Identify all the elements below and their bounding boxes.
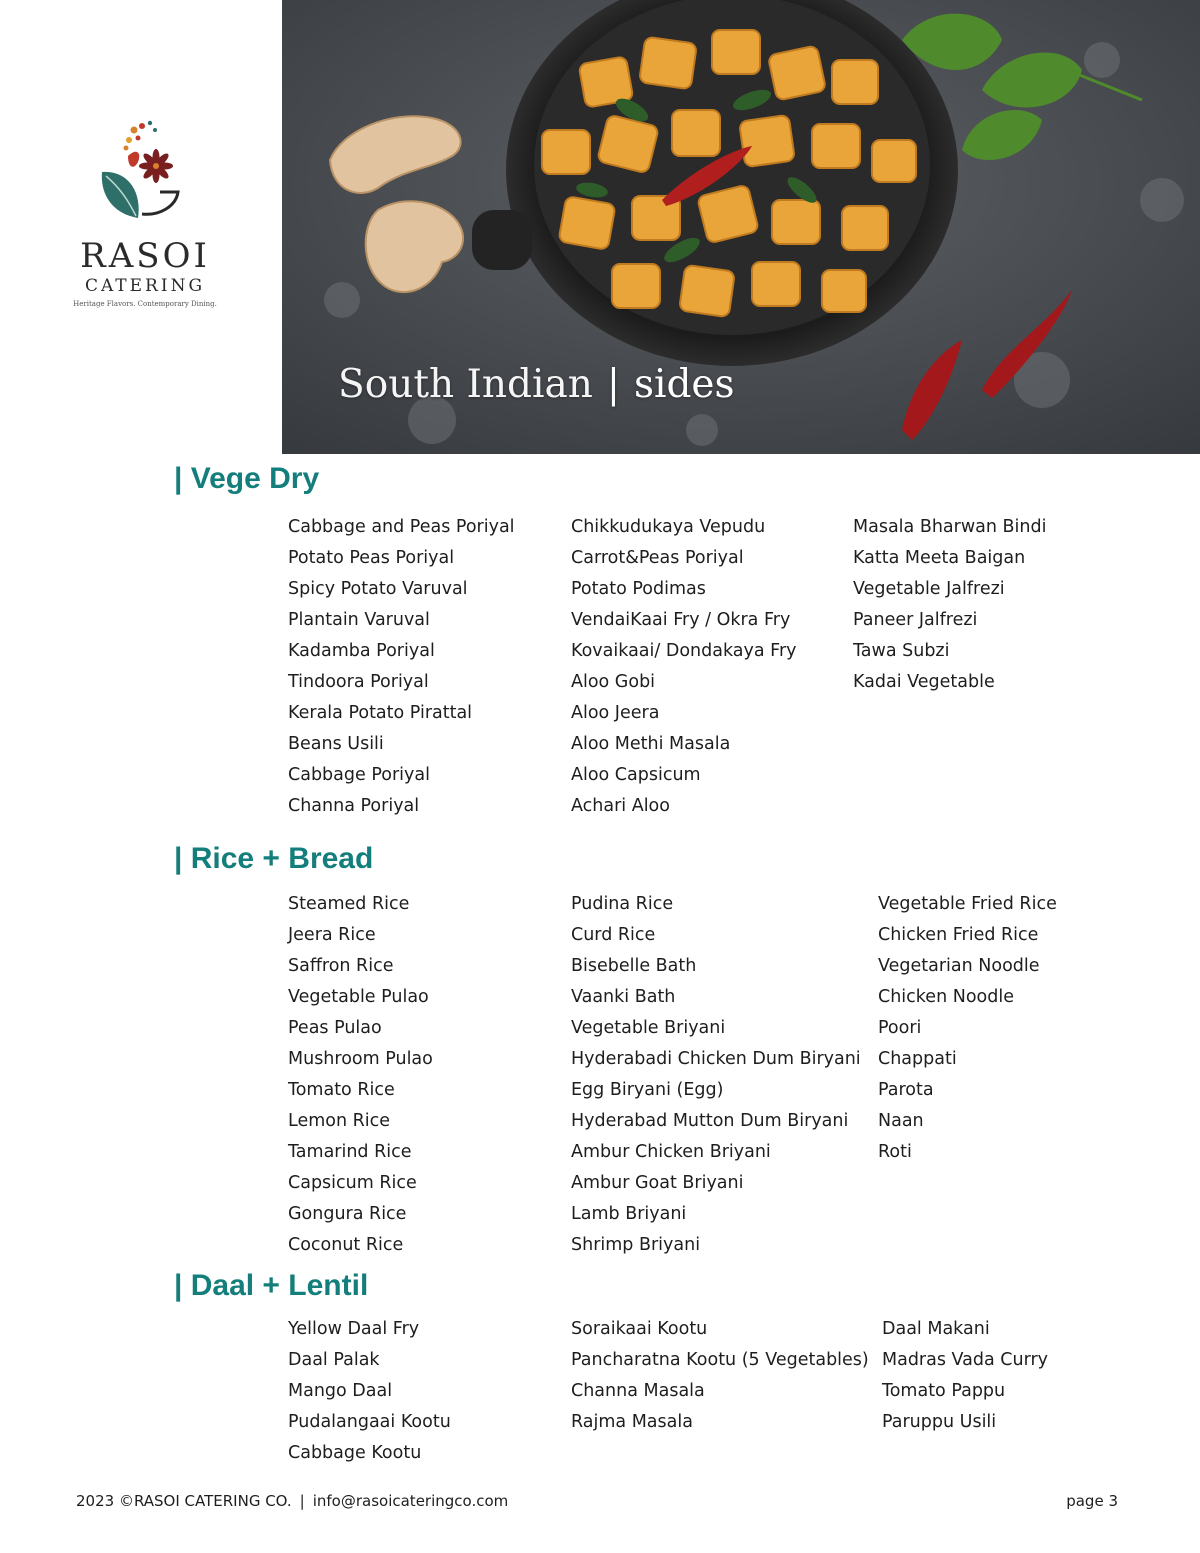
menu-item: Aloo Jeera	[571, 703, 660, 723]
menu-item: Masala Bharwan Bindi	[853, 517, 1047, 537]
daal-lentil-column-1	[288, 1314, 451, 1469]
menu-item: Paneer Jalfrezi	[853, 610, 978, 630]
menu-item: Madras Vada Curry	[882, 1350, 1049, 1370]
menu-item: Peas Pulao	[288, 1018, 382, 1038]
menu-item: Lemon Rice	[288, 1111, 391, 1131]
menu-item: Mushroom Pulao	[288, 1049, 433, 1069]
menu-item: Potato Peas Poriyal	[288, 548, 455, 568]
spice-leaf-icon	[98, 118, 192, 230]
menu-item: Soraikaai Kootu	[571, 1319, 708, 1339]
menu-item: Hyderabad Mutton Dum Biryani	[571, 1111, 849, 1131]
menu-item: Channa Masala	[571, 1381, 705, 1401]
hero-title-category: sides	[633, 362, 735, 407]
menu-item: Spicy Potato Varuval	[288, 579, 468, 599]
menu-item: Yellow Daal Fry	[288, 1319, 420, 1339]
logo-tagline: Heritage Flavors. Contemporary Dining.	[73, 300, 217, 308]
menu-item: Poori	[878, 1018, 922, 1038]
logo-subtitle: CATERING	[84, 276, 206, 296]
footer-info	[76, 1492, 508, 1510]
menu-item: Tawa Subzi	[853, 641, 950, 661]
menu-item: Cabbage Poriyal	[288, 765, 430, 785]
menu-item: Kovaikaai/ Dondakaya Fry	[571, 641, 797, 661]
vege-dry-column-3	[853, 512, 1046, 698]
menu-item: Aloo Gobi	[571, 672, 656, 692]
vege-dry-column-1	[288, 512, 515, 822]
menu-item: Gongura Rice	[288, 1204, 407, 1224]
menu-item: Achari Aloo	[571, 796, 670, 816]
menu-item: Capsicum Rice	[288, 1173, 417, 1193]
vege-dry-column-2	[571, 512, 797, 822]
menu-item: Saffron Rice	[288, 956, 394, 976]
menu-item: Kadamba Poriyal	[288, 641, 435, 661]
menu-item: Potato Podimas	[571, 579, 706, 599]
daal-lentil-column-2	[571, 1314, 869, 1438]
menu-item: Parota	[878, 1080, 934, 1100]
menu-item: Chicken Noodle	[878, 987, 1014, 1007]
menu-item: Chicken Fried Rice	[878, 925, 1039, 945]
section-title-vege-dry: | Vege Dry	[174, 462, 320, 495]
footer-email-link[interactable]: info@rasoicateringco.com	[312, 1492, 509, 1510]
menu-item: Rajma Masala	[571, 1412, 693, 1432]
menu-item: Aloo Methi Masala	[571, 734, 731, 754]
menu-item: Vegetarian Noodle	[878, 956, 1040, 976]
hero-banner	[282, 0, 1200, 454]
menu-item: Vegetable Pulao	[288, 987, 429, 1007]
menu-item: Roti	[878, 1142, 912, 1162]
menu-item: Plantain Varuval	[288, 610, 430, 630]
footer-separator: |	[299, 1492, 305, 1510]
hero-title-separator: |	[606, 362, 620, 407]
menu-item: Vegetable Fried Rice	[878, 894, 1057, 914]
logo-name: RASOI	[80, 236, 210, 276]
rice-bread-column-3	[878, 889, 1057, 1168]
page-number: page 3	[1066, 1492, 1118, 1510]
menu-item: Steamed Rice	[288, 894, 410, 914]
menu-item: Katta Meeta Baigan	[853, 548, 1026, 568]
rice-bread-column-1	[288, 889, 433, 1261]
brand-logo	[60, 118, 230, 318]
hero-title-cuisine: South Indian	[338, 362, 593, 407]
menu-item: Beans Usili	[288, 734, 384, 754]
menu-item: Paruppu Usili	[882, 1412, 997, 1432]
daal-lentil-column-3	[882, 1314, 1048, 1438]
menu-item: Daal Palak	[288, 1350, 380, 1370]
menu-item: Tomato Pappu	[882, 1381, 1006, 1401]
menu-item: Cabbage Kootu	[288, 1443, 422, 1463]
menu-item: Coconut Rice	[288, 1235, 404, 1255]
menu-item: Tomato Rice	[288, 1080, 395, 1100]
menu-item: Carrot&Peas Poriyal	[571, 548, 744, 568]
menu-item: Aloo Capsicum	[571, 765, 701, 785]
menu-item: Vegetable Jalfrezi	[853, 579, 1005, 599]
menu-item: Shrimp Briyani	[571, 1235, 701, 1255]
menu-item: Bisebelle Bath	[571, 956, 697, 976]
menu-item: Daal Makani	[882, 1319, 990, 1339]
menu-item: Vegetable Briyani	[571, 1018, 726, 1038]
menu-item: Chappati	[878, 1049, 957, 1069]
menu-item: Tamarind Rice	[288, 1142, 412, 1162]
menu-item: Pudalangaai Kootu	[288, 1412, 451, 1432]
menu-item: VendaiKaai Fry / Okra Fry	[571, 610, 791, 630]
menu-item: Channa Poriyal	[288, 796, 420, 816]
section-title-rice-bread: | Rice + Bread	[174, 842, 374, 875]
menu-item: Pancharatna Kootu (5 Vegetables)	[571, 1350, 869, 1370]
menu-item: Hyderabadi Chicken Dum Biryani	[571, 1049, 861, 1069]
menu-item: Vaanki Bath	[571, 987, 676, 1007]
menu-item: Pudina Rice	[571, 894, 674, 914]
section-title-daal-lentil: | Daal + Lentil	[174, 1269, 369, 1302]
menu-item: Curd Rice	[571, 925, 656, 945]
menu-item: Tindoora Poriyal	[288, 672, 429, 692]
menu-item: Cabbage and Peas Poriyal	[288, 517, 515, 537]
menu-item: Kadai Vegetable	[853, 672, 995, 692]
rice-bread-column-2	[571, 889, 861, 1261]
menu-item: Jeera Rice	[288, 925, 376, 945]
menu-item: Ambur Goat Briyani	[571, 1173, 744, 1193]
menu-item: Chikkudukaya Vepudu	[571, 517, 766, 537]
hero-title	[338, 362, 735, 407]
footer-copyright: 2023 ©RASOI CATERING CO.	[76, 1492, 292, 1510]
menu-item: Mango Daal	[288, 1381, 393, 1401]
menu-item: Ambur Chicken Briyani	[571, 1142, 771, 1162]
menu-item: Naan	[878, 1111, 924, 1131]
menu-item: Egg Biryani (Egg)	[571, 1080, 724, 1100]
menu-item: Lamb Briyani	[571, 1204, 687, 1224]
menu-item: Kerala Potato Pirattal	[288, 703, 473, 723]
